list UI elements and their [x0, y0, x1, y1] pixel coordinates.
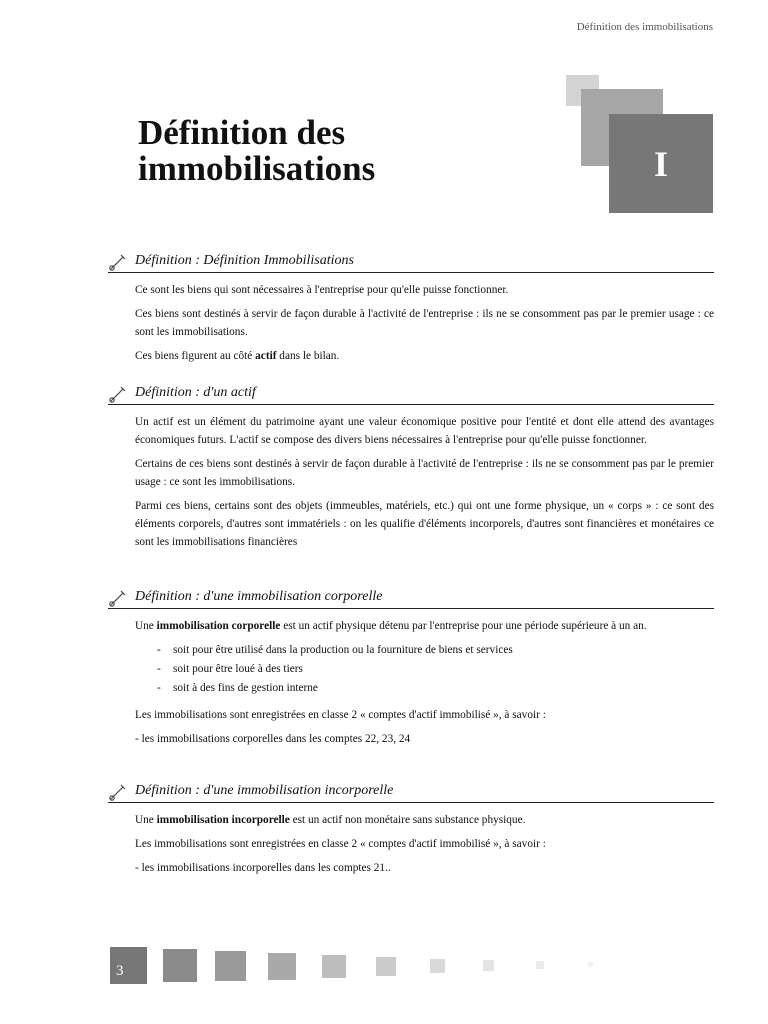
text-run: est un actif physique détenu par l'entreprise pour une période supérieure à un an.	[280, 620, 647, 632]
section-title: Définition : d'un actif	[135, 385, 256, 400]
section-body	[135, 617, 714, 748]
footer-deco-square	[322, 955, 346, 978]
footer-deco-square	[268, 953, 296, 980]
paragraph: Ces biens sont destinés à servir de façon durable à l'activité de l'entreprise : ils ne se consomment pas par le premier usage : ce sont les immobilisations.	[135, 308, 714, 338]
section-heading	[108, 250, 714, 273]
footer-deco-square	[588, 962, 593, 967]
paragraph	[135, 811, 714, 829]
footer-deco-square	[376, 957, 396, 976]
section-definition-immobilisations	[108, 250, 714, 371]
paragraph: - les immobilisations corporelles dans les comptes 22, 23, 24	[135, 733, 411, 745]
footer-deco-square	[430, 959, 445, 973]
section-title: Définition : d'une immobilisation corporelle	[135, 589, 383, 604]
paragraph: Les immobilisations sont enregistrées en classe 2 « comptes d'actif immobilisé », à savoir :	[135, 838, 546, 850]
text-run: dans le bilan.	[276, 350, 340, 362]
chapter-number: I	[653, 143, 668, 184]
text-run: est un actif non monétaire sans substance physique.	[289, 814, 526, 826]
bold-term: immobilisation corporelle	[156, 620, 281, 632]
section-title: Définition : d'une immobilisation incorporelle	[135, 783, 394, 798]
bullet-list	[157, 641, 714, 698]
section-immobilisation-incorporelle	[108, 780, 714, 883]
section-immobilisation-corporelle	[108, 586, 714, 754]
pen-nib-icon	[108, 782, 128, 802]
pen-nib-icon	[108, 588, 128, 608]
section-body	[135, 281, 714, 365]
section-heading	[108, 586, 714, 609]
text-run: Ces biens figurent au côté	[135, 350, 256, 362]
section-title: Définition : Définition Immobilisations	[135, 253, 354, 268]
paragraph: - les immobilisations incorporelles dans les comptes 21..	[135, 862, 391, 874]
footer-deco-square	[215, 951, 246, 981]
page-number: 3	[110, 947, 147, 984]
list-item: - soit à des fins de gestion interne	[157, 679, 714, 698]
page-title-line1: Définition des	[138, 113, 346, 152]
running-header: Définition des immobilisations	[576, 21, 713, 33]
page-title-line2: immobilisations	[138, 149, 376, 188]
paragraph	[135, 617, 714, 635]
footer-deco-square	[536, 961, 544, 969]
pen-nib-icon	[108, 384, 128, 404]
footer	[0, 947, 768, 985]
section-heading	[108, 382, 714, 405]
list-item: - soit pour être loué à des tiers	[157, 660, 714, 679]
text-run: Une	[135, 620, 157, 632]
section-heading	[108, 780, 714, 803]
paragraph: Les immobilisations sont enregistrées en classe 2 « comptes d'actif immobilisé », à savoir :	[135, 709, 546, 721]
page-title	[138, 115, 375, 187]
footer-deco-square	[483, 960, 494, 971]
paragraph: Ce sont les biens qui sont nécessaires à l'entreprise pour qu'elle puisse fonctionner.	[135, 284, 509, 296]
pen-nib-icon	[108, 252, 128, 272]
section-body	[135, 811, 714, 877]
bold-term: actif	[255, 350, 277, 362]
paragraph: Un actif est un élément du patrimoine ayant une valeur économique positive pour l'entité et dont elle attend des avantages économiques futurs. L'actif se compose des divers biens nécessaires à l'entreprise pour qu'elle puisse fonctionner.	[135, 416, 714, 446]
text-run: Une	[135, 814, 157, 826]
paragraph: Certains de ces biens sont destinés à servir de façon durable à l'activité de l'entreprise : ils ne se consomment pas par le premier usage : ce sont les immobilisations.	[135, 458, 714, 488]
paragraph: Parmi ces biens, certains sont des objets (immeubles, matériels, etc.) qui ont une forme physique, un « corps » : ce sont des éléments corporels, d'autres sont immatériels : on les qualifie d'éléments incorporels, d'autres sont financières et monétaires ce sont les immobilisations financières	[135, 500, 714, 548]
list-item: - soit pour être utilisé dans la production ou la fourniture de biens et services	[157, 641, 714, 660]
section-definition-actif	[108, 382, 714, 557]
footer-deco-square	[163, 949, 197, 982]
bold-term: immobilisation incorporelle	[156, 814, 290, 826]
paragraph	[135, 347, 714, 365]
section-body	[135, 413, 714, 551]
